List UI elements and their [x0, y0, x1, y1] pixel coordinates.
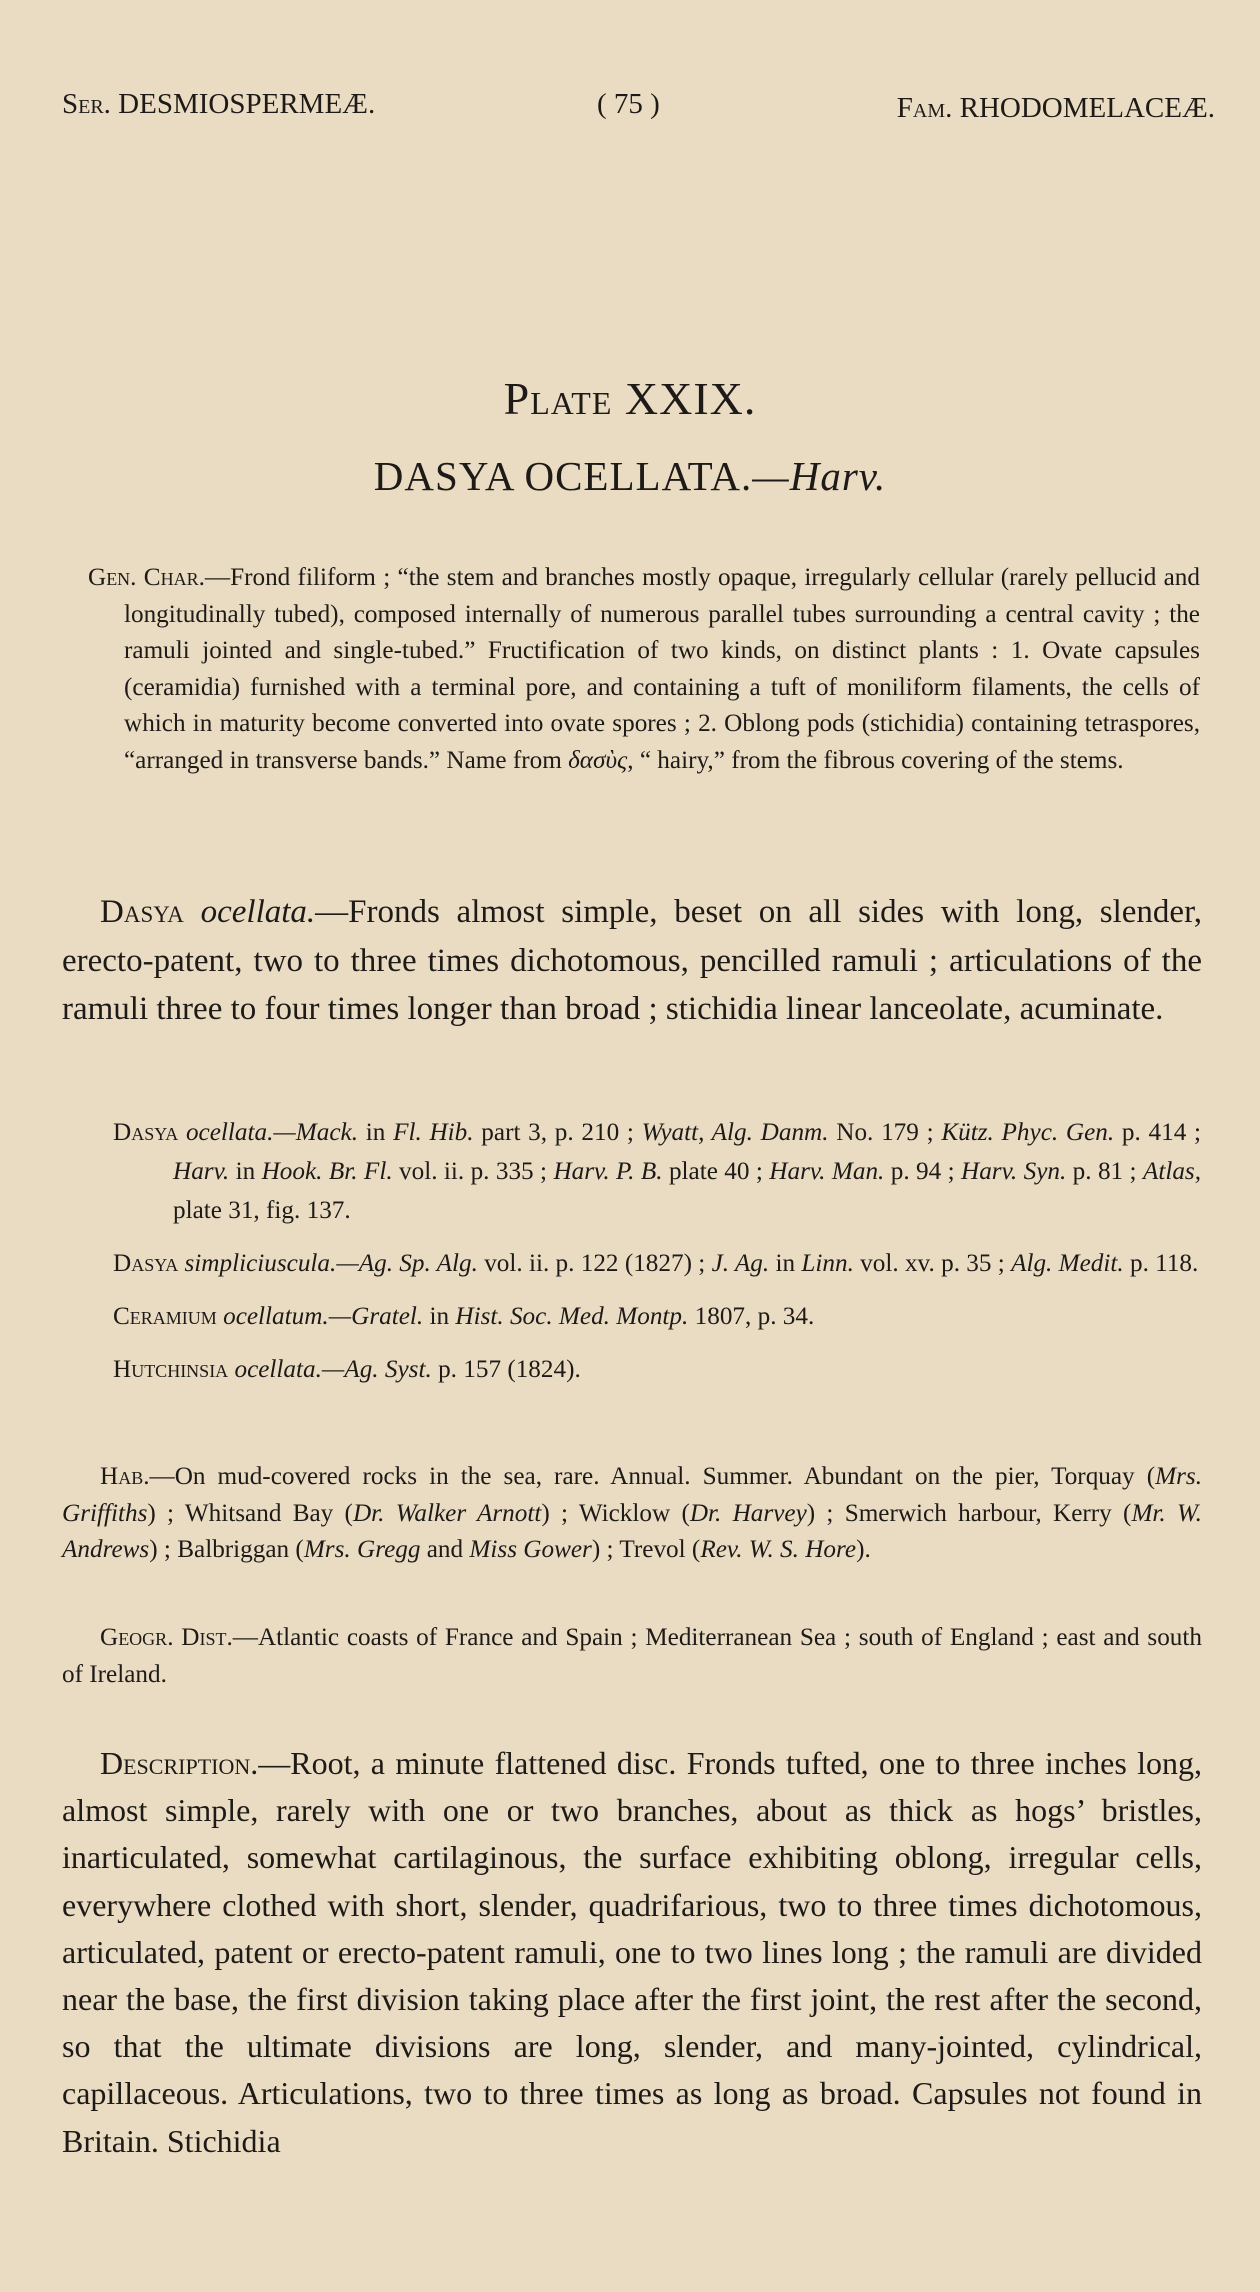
synonym-epithet: ocellata.—Ag. Syst. [234, 1356, 432, 1383]
collector-name: Dr. Harvey [689, 1499, 807, 1527]
synonym-text: p. 157 (1824). [431, 1356, 581, 1383]
synonym-text: vol. ii. p. 122 (1827) ; [477, 1250, 712, 1277]
synonym-reference: Linn. [801, 1250, 854, 1277]
description-text: —Root, a minute flattened disc. Fronds tufted, one to three inches long, almost simple, rarely with one or two branches, about as thick as hogs’ bristles, inarticulated, somewhat cartilaginous, the surface exhibiting oblong, irregular cells, everywhere clothed with short, slender, quadrifarious, two to three times dichotomous, articulated, patent or erecto-patent ramuli, one to two lines long ; the ramuli are divided near the base, the first division taking place after the first joint, the rest after the second, so that the ultimate divisions are long, slender, and many-jointed, cylindrical, capillaceous. Articulations, two to three times as long as broad. Capsules not found in Britain. Stichidia [62, 1745, 1202, 2159]
synonym-reference: Alg. Medit. [1011, 1250, 1124, 1277]
synonym-entry [113, 1244, 1201, 1283]
geogr-text: —Atlantic coasts of France and Spain ; Mediterranean Sea ; south of England ; east and south of Ireland. [62, 1624, 1202, 1688]
synonym-reference: Fl. Hib. [393, 1119, 474, 1146]
species-title [0, 452, 1260, 500]
synonym-epithet: ocellata.—Mack. [185, 1119, 358, 1146]
synonym-reference: Harv. Syn. [961, 1158, 1067, 1185]
synonym-text: in [423, 1303, 456, 1330]
collector-name: Miss Gower [469, 1536, 592, 1563]
synonym-genus: Dasya [113, 1250, 179, 1277]
synonym-reference: J. Ag. [711, 1250, 770, 1277]
synonym-text: vol. xv. p. 35 ; [853, 1250, 1012, 1277]
description-label: Description. [100, 1745, 259, 1781]
synonymy [113, 1113, 1201, 1403]
synonym-reference: Wyatt, Alg. Danm. [641, 1119, 829, 1146]
collector-name: Mrs. Gregg [303, 1536, 421, 1563]
synonym-entry [113, 1113, 1201, 1230]
synonym-genus: Dasya [113, 1119, 179, 1146]
habitat-text: ) ; Wicklow ( [541, 1499, 690, 1527]
synonym-entry [113, 1297, 1201, 1336]
synonym-text: p. 118. [1123, 1250, 1199, 1277]
generic-character-paragraph [88, 560, 1200, 779]
habitat-text: ) ; Smerwich harbour, Kerry ( [806, 1499, 1132, 1527]
gen-char-label: Gen. Char. [88, 564, 205, 591]
synonym-reference: Harv. Man. [769, 1158, 885, 1185]
habitat-label: Hab. [100, 1463, 150, 1490]
synonym-reference: Hook. Br. Fl. [261, 1158, 393, 1185]
geographic-distribution-paragraph [62, 1620, 1202, 1693]
synonym-text: vol. ii. p. 335 ; [392, 1158, 554, 1185]
habitat-text: ) ; Trevol ( [591, 1536, 701, 1563]
habitat-text: ). [856, 1536, 871, 1563]
synonym-text: in [358, 1119, 394, 1146]
greek-word: δασὺς [568, 746, 628, 774]
synonym-text: No. 179 ; [828, 1119, 942, 1146]
synonym-reference: Atlas, [1142, 1158, 1202, 1185]
habitat-text: —On mud-covered rocks in the sea, rare. Annual. Summer. Abundant on the pier, Torquay ( [149, 1463, 1156, 1490]
geogr-label: Geogr. Dist. [100, 1624, 233, 1651]
collector-name: Mr. W. Andrews [62, 1499, 1202, 1563]
series-heading: Ser. DESMIOSPERMEÆ. [62, 88, 376, 120]
synonym-epithet: ocellatum.—Gratel. [223, 1303, 424, 1330]
synonym-reference: Harv. [173, 1158, 230, 1185]
synonym-reference: Kütz. Phyc. Gen. [941, 1119, 1115, 1146]
synonym-epithet: simpliciuscula.—Ag. Sp. Alg. [184, 1250, 478, 1277]
synonym-genus: Ceramium [113, 1303, 217, 1330]
synonym-text: plate 40 ; [662, 1158, 770, 1185]
gen-char-text: —Frond filiform ; “the stem and branches mostly opaque, irregularly cellular (rarely pellucid and longitudinally tubed), composed internally of numerous parallel tubes surrounding a central cavity ; the ramuli jointed and single-tubed.” Fructification of two kinds, on distinct plants : 1. Ovate capsules (ceramidia) furnished with a terminal pore, and containing a tuft of moniliform filaments, the cells of which in maturity become converted into ovate spores ; 2. Oblong pods (stichidia) containing tetraspores, “arranged in transverse bands.” Name from [124, 564, 1200, 774]
species-diagnosis [62, 888, 1202, 1034]
synonym-text: in [229, 1158, 262, 1185]
collector-name: Mrs. Griffiths [62, 1463, 1202, 1527]
running-head [62, 88, 1215, 128]
diagnosis-text: —Fronds almost simple, beset on all sides with long, slender, erecto-patent, two to three times dichotomous, pencilled ramuli ; articulations of the ramuli three to four times longer than broad ; stichidia linear lanceolate, acuminate. [62, 894, 1202, 1027]
synonym-text: in [769, 1250, 802, 1277]
plate-heading: Plate XXIX. [503, 373, 757, 424]
diagnosis-epithet: ocellata. [200, 894, 316, 930]
synonym-text: p. 414 ; [1114, 1119, 1202, 1146]
collector-name: Dr. Walker Arnott [352, 1499, 542, 1527]
synonym-entry [113, 1350, 1201, 1389]
species-author: —Harv. [752, 453, 887, 499]
collector-name: Rev. W. S. Hore [700, 1536, 857, 1563]
gen-char-text-end: , “ hairy,” from the fibrous covering of the stems. [627, 746, 1124, 774]
species-name: DASYA OCELLATA. [373, 453, 753, 499]
diagnosis-genus: Dasya [100, 894, 184, 930]
synonym-text: p. 81 ; [1066, 1158, 1143, 1185]
description-paragraph [62, 1740, 1202, 2165]
habitat-text: and [420, 1536, 470, 1563]
synonym-reference: Harv. P. B. [553, 1158, 663, 1185]
page-number: ( 75 ) [597, 88, 660, 120]
habitat-text: ) ; Balbriggan ( [149, 1536, 304, 1563]
synonym-genus: Hutchinsia [113, 1356, 229, 1383]
synonym-reference: Hist. Soc. Med. Montp. [455, 1303, 689, 1330]
family-heading: Fam. RHODOMELACEÆ. [896, 92, 1215, 124]
synonym-text: plate 31, fig. 137. [173, 1197, 351, 1224]
habitat-paragraph [62, 1459, 1202, 1569]
habitat-text: ) ; Whitsand Bay ( [147, 1499, 353, 1527]
synonym-text: 1807, p. 34. [688, 1303, 815, 1330]
synonym-text: part 3, p. 210 ; [473, 1119, 642, 1146]
synonym-text: p. 94 ; [884, 1158, 962, 1185]
